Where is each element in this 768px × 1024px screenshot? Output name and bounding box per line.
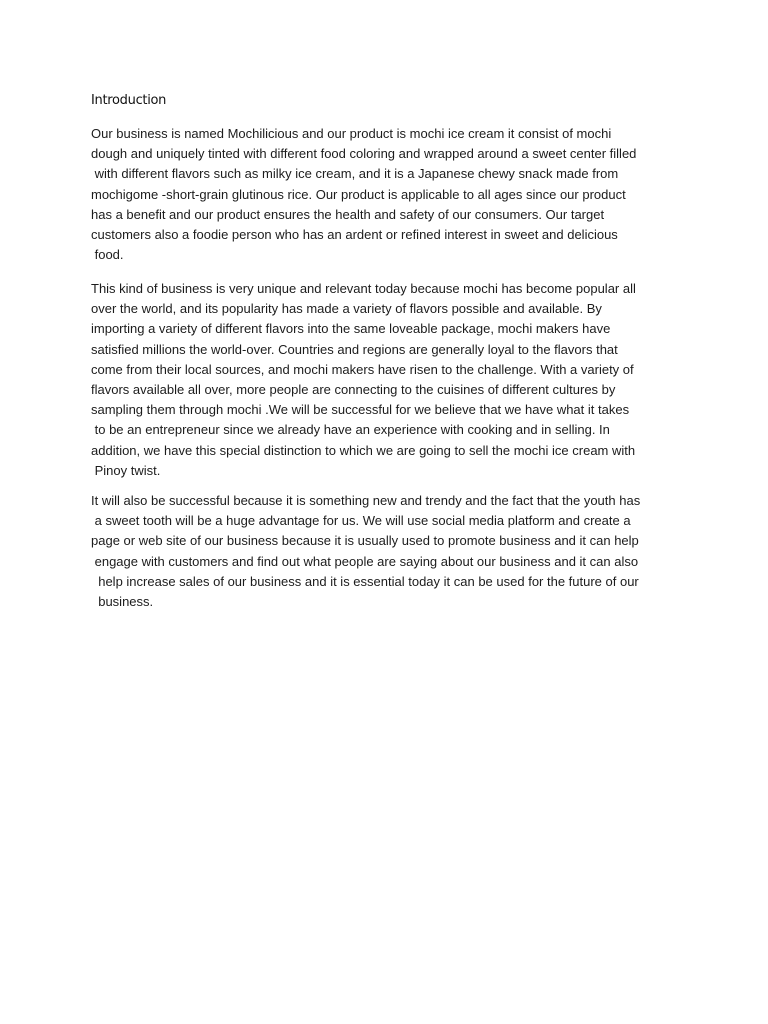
text-line: help increase sales of our business and it is essential today it can be used for the future of our <box>91 573 639 589</box>
text-line: importing a variety of different flavors into the same loveable package, mochi makers have <box>91 321 611 337</box>
paragraph-2 <box>91 279 636 481</box>
text-line: It will also be successful because it is something new and trendy and the fact that the youth has <box>91 493 641 508</box>
text-line: engage with customers and find out what people are saying about our business and it can also <box>91 553 639 569</box>
document-heading: Introduction <box>91 93 167 108</box>
text-line: sampling them through mochi .We will be successful for we believe that we have what it takes <box>91 402 630 418</box>
text-line: This kind of business is very unique and relevant today because mochi has become popular all <box>91 281 636 296</box>
paragraph-1 <box>91 124 636 265</box>
text-line: satisfied millions the world-over. Countries and regions are generally loyal to the flavors that <box>91 341 618 357</box>
text-line: Our business is named Mochilicious and our product is mochi ice cream it consist of mochi <box>91 126 612 141</box>
text-line: customers also a foodie person who has an ardent or refined interest in sweet and delicious <box>91 227 618 243</box>
text-line: food. <box>91 247 124 263</box>
text-line: has a benefit and our product ensures the health and safety of our consumers. Our target <box>91 206 605 222</box>
text-line: Pinoy twist. <box>91 462 161 478</box>
text-line: over the world, and its popularity has made a variety of flavors possible and available. By <box>91 301 602 317</box>
text-line: mochigome -short-grain glutinous rice. Our product is applicable to all ages since our product <box>91 186 626 202</box>
text-line: come from their local sources, and mochi makers have risen to the challenge. With a variety of <box>91 361 634 377</box>
text-line: with different flavors such as milky ice cream, and it is a Japanese chewy snack made from <box>91 166 619 182</box>
text-line: addition, we have this special distinction to which we are going to sell the mochi ice cream with <box>91 442 636 458</box>
text-line: dough and uniquely tinted with different food coloring and wrapped around a sweet center filled <box>91 146 637 162</box>
paragraph-3 <box>91 491 640 612</box>
text-line: flavors available all over, more people are connecting to the cuisines of different cultures by <box>91 382 616 398</box>
text-line: page or web site of our business because it is usually used to promote business and it can help <box>91 533 639 549</box>
text-line: to be an entrepreneur since we already have an experience with cooking and in selling. In <box>91 422 610 438</box>
text-line: a sweet tooth will be a huge advantage for us. We will use social media platform and create a <box>91 513 631 529</box>
text-line: business. <box>91 594 154 610</box>
